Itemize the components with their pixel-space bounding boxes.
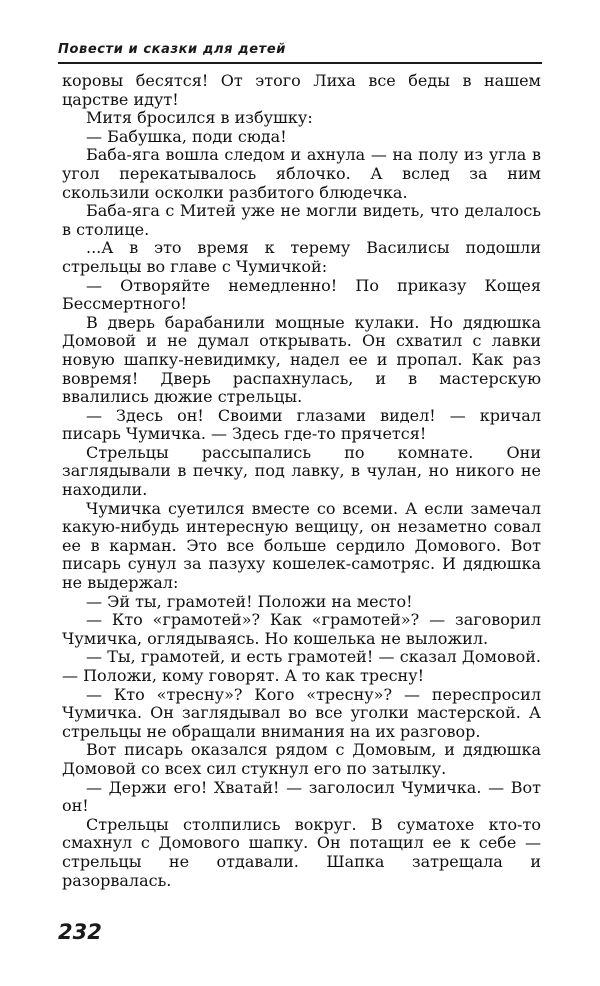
- page-number: 232: [58, 920, 102, 944]
- body-text: [62, 72, 541, 890]
- paragraph: — Отворяйте немедленно! По приказу Кощея Бессмертного!: [62, 275, 541, 314]
- header-divider: [58, 62, 542, 64]
- paragraph: Вот писарь оказался рядом с Домовым, и дядюшка Домовой со всех сил стукнул его по затылку.: [62, 740, 541, 778]
- paragraph: Стрельцы рассыпались по комнате. Они заглядывали в печку, под лавку, в чулан, но никого не находили.: [62, 442, 541, 500]
- paragraph: — Держи его! Хватай! — заголосил Чумичка. — Вот он!: [62, 777, 541, 816]
- paragraph: — Кто «грамотей»? Как «грамотей»? — заговорил Чумичка, оглядываясь. Но кошелька не выложил.: [62, 610, 541, 648]
- paragraph: Баба-яга вошла следом и ахнула — на полу из угла в угол перекатывалось яблочко. А вслед за ним скользили осколки разбитого блюдечка.: [62, 145, 541, 202]
- paragraph: — Эй ты, грамотей! Положи на место!: [86, 591, 413, 611]
- paragraph: — Кто «тресну»? Кого «тресну»? — переспросил Чумичка. Он заглядывал во все уголки мастерской. А стрельцы не обращали внимания на их разговор.: [62, 684, 541, 741]
- running-title: Повести и сказки для детей: [58, 42, 286, 57]
- paragraph: — Ты, грамотей, и есть грамотей! — сказал Домовой. — Положи, кому говорят. А то как тресну!: [62, 647, 541, 685]
- paragraph: Стрельцы столпились вокруг. В суматохе кто-то смахнул с Домового шапку. Он потащил ее к себе — стрельцы не отдавали. Шапка затрещала и разорвалась.: [62, 814, 541, 890]
- paragraph: В дверь барабанили мощные кулаки. Но дядюшка Домовой и не думал открывать. Он схватил с лавки новую шапку-невидимку, надел ее и пропал. Как раз вовремя! Дверь распахнулась, и в мастерскую ввалились дюжие стрельцы.: [62, 312, 541, 407]
- paragraph: — Здесь он! Своими глазами видел! — кричал писарь Чумичка. — Здесь где-то прячется!: [62, 405, 541, 444]
- paragraph: Баба-яга с Митей уже не могли видеть, что делалось в столице.: [62, 201, 541, 239]
- paragraph: Чумичка суетился вместе со всеми. А если замечал какую-нибудь интересную вещицу, он незаметно совал ее в карман. Это все больше сердило Домового. Вот писарь сунул за пазуху кошелек-самотряс. И дядюшка не выдержал:: [62, 498, 541, 593]
- paragraph: Митя бросился в избушку:: [86, 108, 313, 128]
- paragraph: — Бабушка, поди сюда!: [86, 126, 287, 146]
- paragraph: ...А в это время к терему Василисы подошли стрельцы во главе с Чумичкой:: [62, 238, 541, 276]
- paragraph: коровы бесятся! От этого Лиха все беды в нашем царстве идут!: [62, 71, 541, 109]
